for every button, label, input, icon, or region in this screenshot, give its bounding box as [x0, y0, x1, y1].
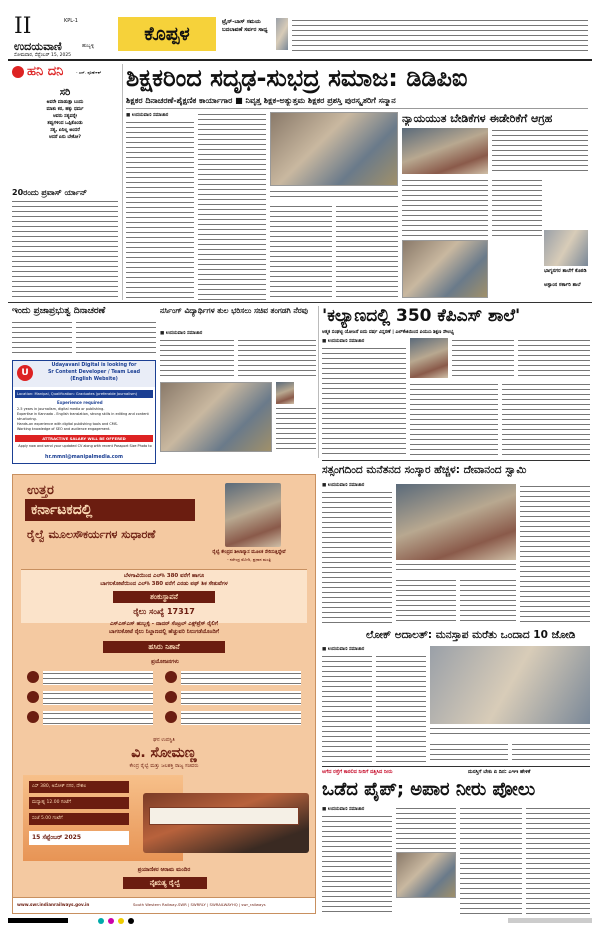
santa-body-1: [322, 490, 392, 624]
rail-benefits: ಪ್ರಯೋಜನಗಳು: [151, 659, 179, 665]
justice-photo-1: [402, 128, 488, 174]
poem-box: [12, 87, 118, 147]
justice-photo-2: [402, 240, 488, 298]
benefit-text: [181, 691, 301, 705]
district-banner: [118, 17, 216, 51]
rail-venue: ಎಸ್ 380, ಅಸೋಕ್ ನಗರ, ದೇಶಲ: [29, 781, 129, 793]
main-body-col4: [336, 204, 398, 300]
santa-body-3: [396, 578, 456, 624]
benefit-text: [43, 671, 153, 685]
paper-name: ಉದಯವಾಣಿ: [14, 40, 62, 53]
santa-photo: [396, 484, 516, 560]
poem-line: ಅವರೇ ಮಾಡುತ್ತಾ ಬಂದು: [46, 100, 84, 105]
praja-body-2: [76, 320, 156, 356]
rail-time-2: ಸಂಜೆ 5.00 ಗಂಟೆಗೆ: [29, 813, 129, 825]
right-story-head-2: ಅಸ್ಸಾಂನ ಸರ್ಕಾರಿ ಶಾಲೆ: [544, 282, 581, 288]
poem-line: ತಪ್ಪುಗಳಿಂದ ಒಪ್ಪಿಕೊಂಡು: [47, 121, 83, 126]
page-number: II: [14, 14, 32, 39]
teachers-photo: [270, 112, 398, 186]
ad-point: 2-5 years in journalism, digital media or publishing.: [17, 407, 105, 411]
print-registration-marks: [8, 918, 592, 924]
udayavani-logo-icon: U: [17, 365, 33, 381]
prajaprabhutva-headline: ಇಂದು ಪ್ರಜಾಪ್ರಭುತ್ವ ದಿನಾಚರಣೆ: [12, 306, 106, 316]
justice-body-2: [402, 178, 488, 238]
train-body: [149, 807, 299, 825]
logo-drop-icon: [12, 66, 24, 78]
bottom-byline: ■ ಉದಯವಾಣಿ ಸಮಾಚಾರ: [322, 807, 365, 812]
pipe-photo: [396, 852, 456, 898]
bottom-body-3: [460, 806, 522, 914]
nursing-body-2: [238, 338, 316, 378]
poem-line: ಆವರು ಸತ್ಯವನ್ನೇ: [52, 114, 78, 119]
pm-photo: [225, 483, 281, 547]
rail-quote: ರೈಲ್ವೆ ಕೇಂದ್ರದ ಶೀಲಾನ್ಯಾಸ ಮೂಲಕ ಸೇರಿಸುತ್ತಿದ್ದೇವೆ: [212, 550, 286, 555]
ad-point: Hands-on experience with digital publishing tools and CMS.: [17, 422, 118, 426]
school-photo: [544, 230, 588, 266]
column-rule: [318, 306, 319, 458]
kalyana-photo: [410, 338, 448, 378]
ad-point: Working knowledge of SEO and audience engagement.: [17, 427, 111, 431]
justice-body-3: [492, 178, 542, 236]
rail-title: ರೈಲ್ವೆ ಮೂಲಸೌಕರ್ಯಗಳ ಸುಧಾರಣೆ: [27, 528, 156, 541]
lok-byline: ■ ಉದಯವಾಣಿ ಸಮಾಚಾರ: [322, 647, 365, 652]
job-ad: [12, 360, 156, 464]
benefit-icon: [165, 711, 177, 723]
kalyana-headline: 'ಕಲ್ಯಾಣದಲ್ಲಿ 350 ಕೆಪಿಎಸ್ ಶಾಲೆ': [322, 306, 521, 326]
main-byline: ■ ಉದಯವಾಣಿ ಸಮಾಚಾರ: [126, 113, 169, 118]
nursing-byline: ■ ಉದಯವಾಣಿ ಸಮಾಚಾರ: [160, 331, 203, 336]
rail-footer: ಪ್ರಯಾಣಿಕರ ಆರಾಮ ಮಂದಿರ: [137, 867, 191, 873]
right-story-head: ಭಾಗ್ಯನಗರ ಶಾಲೆಗೆ ಕೊಠಡಿ: [544, 268, 587, 274]
praja-body-1: [12, 320, 72, 356]
hani-dani-logo: [12, 64, 118, 84]
lok-body-4: [512, 742, 590, 764]
benefit-icon: [27, 691, 39, 703]
logo-text: ಹನಿ ದನಿ: [27, 64, 64, 79]
benefit-text: [43, 691, 153, 705]
district-name: ಕೊಪ್ಪಳ: [144, 23, 190, 45]
benefit-icon: [165, 691, 177, 703]
rail-line-2: ಬಾಗಲಕೋಟೆಯಿಂದ ಎಲ್‌ಸಿ 380 ವರೆಗೆ ಎರಡು ಪಥ್ ಶಿಕ ಸೇತುವೆಗಳ: [100, 581, 228, 587]
benefit-text: [43, 711, 153, 725]
teaser-right: ದುರಸ್ತಿಗೆ ಬೇಕು ಏ ದಿನ: ಎಇಇ ಹೇಳಿಕೆ: [468, 769, 531, 775]
santa-body-4: [460, 578, 516, 624]
rail-top: ಉತ್ತರ: [27, 483, 54, 498]
benefit-text: [181, 711, 301, 725]
section-rule: [8, 302, 592, 303]
railway-ad: [12, 474, 316, 914]
ad-role-2: (English Website): [70, 377, 118, 382]
main-body-col3: [270, 204, 332, 300]
masthead-rule: [8, 59, 592, 61]
benefit-icon: [27, 711, 39, 723]
poem-line: ಮಾತು ಕರ, ಹಕ್ಕು ಧರ್ಮ: [46, 107, 84, 112]
rail-shilanyasa: ಶಂಕುಸ್ಥಾಪನೆ: [113, 591, 215, 603]
nursing-small-photo: [276, 382, 294, 404]
bottom-body-1: [322, 814, 392, 914]
benefit-text: [181, 671, 301, 685]
kalyana-body-2: [410, 382, 498, 456]
section-rule: [322, 766, 590, 767]
santa-byline: ■ ಉದಯವಾಣಿ ಸಮಾಚಾರ: [322, 483, 365, 488]
lok-photo: [430, 646, 590, 724]
side-headline: ಟ್ರೈನ್-ಬಾಸ್ ಸಮಯ ಬದಲಾವಣೆ ಸರ್ವರ ಸಾಧ್ಯ: [222, 19, 268, 33]
lok-caption: [430, 726, 590, 738]
masthead-text-block: [292, 18, 588, 52]
ad-salary: ATTRACTIVE SALARY WILL BE OFFERED: [15, 435, 153, 442]
kalyana-body-4: [518, 338, 590, 378]
justice-body-1: [492, 128, 588, 174]
rail-web-link[interactable]: www.swr.indianrailways.gov.in: [17, 902, 90, 907]
nursing-body-1: [160, 338, 234, 378]
santa-headline: ಸತ್ಸಂಗದಿಂದ ಮನೆತನದ ಸಂಸ್ಕಾರ ಹೆಚ್ಚಳ: ದೇವಾನಂದ ಸ್ವಾಮಿ: [322, 464, 527, 476]
kalyana-quote: [452, 338, 514, 378]
rail-quote-by: - ನರೇಂದ್ರ ಮೋದಿ, ಪ್ರಧಾನ ಮಂತ್ರಿ: [227, 557, 271, 562]
rail-line-1: ಬೆಳಗಾವಿಯಿಂದ ಎಲ್‌ಸಿ 380 ವರೆಗೆ ಹಾಗೂ: [123, 573, 205, 579]
santa-body-2: [520, 484, 590, 624]
poem-line: ಆದರೆ ಏನು ಬೇಕೋ?: [49, 135, 81, 140]
nursing-photo: [160, 382, 272, 452]
kalyana-body-3: [502, 382, 590, 456]
rail-chief-role: ಕೇಂದ್ರ ರೈಲ್ವೆ ಮತ್ತು ಜಲಶಕ್ತಿ ರಾಜ್ಯ ಸಚಿವರು: [129, 763, 199, 769]
lok-body-1: [322, 654, 372, 764]
ad-apply: Apply now and send your updated CV along with recent Passport Size Photo to: [18, 444, 152, 448]
rail-train-line-2: ಬಾಗಲಕೋಟೆ ರೈಲು ನಿಲ್ದಾಣದಲ್ಲಿ ಹೆಚ್ಚುವರಿ ನಿಲುಗಡೆಯೊಂದಿಗೆ: [109, 629, 219, 635]
ad-point: Expertise in Kannada - English translation, strong skills in editing and content structuring.: [17, 412, 149, 421]
bottom-headline: ಒಡೆದ ಪೈಪ್; ಅಪಾರ ನೀರು ಪೋಲು: [322, 779, 536, 800]
nursing-side-text: [276, 406, 316, 452]
column-rule: [122, 64, 123, 300]
city-name: ಹುಬ್ಬಳ್ಳಿ: [82, 43, 95, 49]
rail-train-no: ರೈಲು ಸಂಖ್ಯೆ 17317: [133, 607, 195, 616]
ad-company: Udayavani Digital is looking for: [51, 363, 137, 368]
ad-role: Sr Content Developer / Team Lead: [47, 370, 141, 375]
left-story-headline: 20ರಂದು ಪ್ರವಾಸ್ ರ್ಯಾನ್: [12, 188, 88, 197]
bottom-body-4: [526, 806, 590, 914]
photo-caption: [270, 189, 398, 201]
rail-flag: ಹಸಿರು ನಿಶಾನೆ: [103, 641, 225, 653]
kalyana-body-1: [322, 346, 406, 456]
left-story-body: [12, 199, 118, 299]
rail-railway-name: ನೈಋತ್ಯ ರೈಲ್ವೆ: [123, 877, 207, 889]
main-headline: ಶಿಕ್ಷಕರಿಂದ ಸದೃಢ-ಸುಭದ್ರ ಸಮಾಜ: ಡಿಡಿಪಿಐ: [126, 64, 468, 92]
masthead-left: [14, 14, 114, 56]
kalyana-byline: ■ ಉದಯವಾಣಿ ಸಮಾಚಾರ: [322, 339, 365, 344]
ad-exp: Experience required: [57, 400, 103, 405]
santa-caption: [396, 562, 516, 574]
kalyana-subhead: ಆತ್ಮಕ ಸಂಘಟ್ಟಿ ಯೋಜನೆ ಐದು ವರ್ಷ ವಿಸ್ತರಣೆ | ಎಲ್‌ಕೆಜಿಯಿಂದ ಪಿಯುಸಿ ಶಿಕ್ಷಣ ಸೌಲಭ್ಯ: [322, 330, 454, 335]
logo-author: - ಎನ್. ಪೂರ್ಣೇಶ್: [76, 70, 102, 75]
lok-headline: ಲೋಕ್ ಅದಾಲತ್: ಮನಸ್ತಾಪ ಮರೆತು ಒಂದಾದ 10 ಜೋಡಿ: [366, 629, 576, 641]
teaser-left: ಅಗೆದ ರಸ್ತೆಗೆ ಕಾರಲಿದ ನೀರಿಗೆ ದತ್ತಿಸಿದ ನೀರು: [322, 769, 393, 775]
rail-chief-label: ಘನ ಉಪಸ್ಥಿತಿ: [153, 737, 175, 743]
rail-date: 15 ಸೆಪ್ಟೆಂಬರ್ 2025: [29, 831, 129, 845]
nursing-headline: ನರ್ಸಿಂಗ್ ವಿದ್ಯಾರ್ಥಿಗಳ ತುಲ ಭರಿಸಲು ಸಚಿವ ತಂಗಡಗಿ ನೆರವು: [160, 306, 308, 315]
lok-body-2: [376, 654, 426, 764]
section-rule: [322, 460, 590, 461]
bottom-body-2: [396, 806, 456, 850]
main-subhead: ಶಿಕ್ಷಕರ ದಿನಾಚರಣೆ-ಶೈಕ್ಷಣಿಕ ಕಾರ್ಯಾಗಾರ ■ ನಿವೃತ್ತ ಶಿಕ್ಷಕ-ಅತ್ಯುತ್ತಮ ಶಿಕ್ಷಕರ ಪ್ರಶಸ್ತಿ ಪುರಸ್ಕೃತರಿಗೆ ಸನ್ಮಾನ: [126, 96, 396, 105]
subhead-rule: [126, 108, 588, 109]
ad-email-link[interactable]: hr.mmnl@manipalmedia.com: [45, 455, 123, 460]
rail-train-line: ಎಸ್‌ಎಸ್‌ಎಸ್ ಹುಬ್ಬಳ್ಳಿ - ದಾದರ್ ಸೆಂಟ್ರಲ್ ಎಕ್ಸ್‌ಪ್ರೆಸ್ ರೈಲಿಗೆ: [110, 621, 218, 627]
side-photo: [276, 18, 288, 50]
poem-title: ಸರಿ: [59, 87, 71, 98]
justice-headline: ನ್ಯಾಯಯುತ ಬೇಡಿಕೆಗಳ ಈಡೇರಿಕೆಗೆ ಆಗ್ರಹ: [402, 112, 553, 125]
poem-line: ಸತ್ಯ, ಏನಿಲ್ಲ ಅಂದರೆ: [50, 128, 80, 133]
date-line: ಸೋಮವಾರ, ಸೆಪ್ಟೆಂಬರ್ 15, 2025: [14, 53, 72, 58]
rail-chief: ವಿ. ಸೋಮಣ್ಣ: [131, 745, 197, 761]
main-body-col2: [198, 112, 266, 300]
edition-code: KPL-1: [64, 18, 78, 24]
rail-time-1: ಮಧ್ಯಾಹ್ನ 12.00 ಗಂಟೆಗೆ: [29, 797, 129, 809]
ad-location: Location: Manipal, Qualification: Graduates (preferable Journalism): [15, 390, 153, 398]
benefit-icon: [27, 671, 39, 683]
benefit-icon: [165, 671, 177, 683]
main-body-col1: [126, 120, 194, 300]
rail-state: ಕರ್ನಾಟಕದಲ್ಲಿ: [25, 499, 195, 521]
rail-social-links[interactable]: South Western Railway-SWR | SWRRLY | SWRAILWAYHQ | swr_railways: [133, 902, 266, 907]
lok-body-3: [430, 742, 508, 764]
